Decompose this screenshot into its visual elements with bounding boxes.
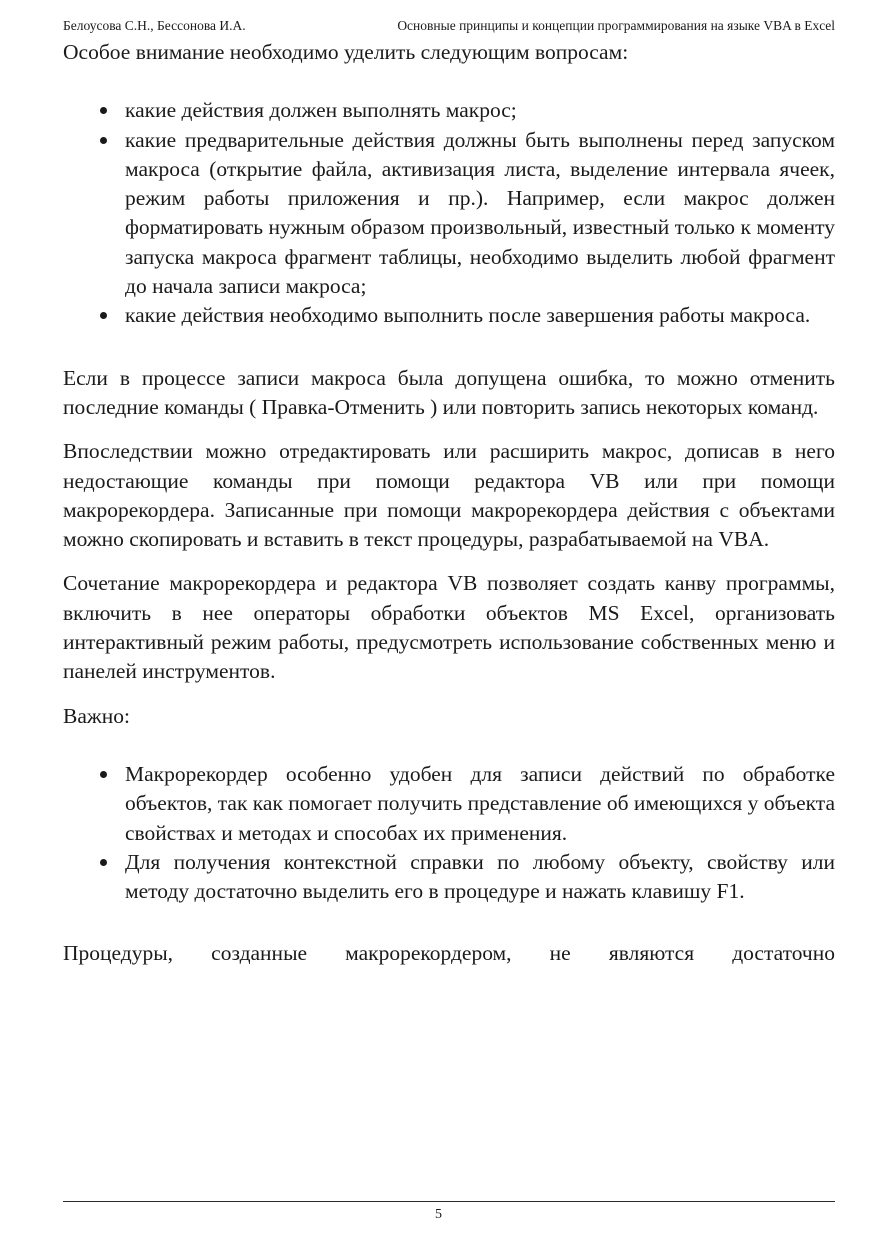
- running-header: [63, 17, 835, 35]
- paragraph-last: Процедуры, созданные макрорекордером, не являются достаточно: [63, 941, 835, 966]
- paragraph-undo: Если в процессе записи макроса была допущена ошибка, то можно отменить последние команды ( Правка-Отменить ) или повторить запись некоторых команд.: [63, 365, 835, 419]
- page-number: 5: [435, 1207, 442, 1222]
- page-body: [63, 38, 835, 969]
- header-title: Основные принципы и концепции программирования на языке VBA в Excel: [397, 18, 835, 33]
- list-item: Для получения контекстной справки по любому объекту, свойству или методу достаточно выделить его в процедуре и нажать клавишу F1.: [125, 848, 835, 907]
- list-item: какие действия необходимо выполнить после завершения работы макроса.: [125, 301, 835, 330]
- header-authors: Белоусова С.Н., Бессонова И.А.: [63, 18, 246, 33]
- list-item: какие действия должен выполнять макрос;: [125, 96, 835, 125]
- intro-paragraph: Особое внимание необходимо уделить следующим вопросам:: [63, 40, 629, 64]
- paragraph-combo: Сочетание макрорекордера и редактора VB позволяет создать канву программы, включить в нее операторы обработки объектов MS Excel, организовать интерактивный режим работы, предусмотреть использование собственных меню и панелей инструментов.: [63, 571, 835, 684]
- important-list: [63, 760, 835, 906]
- paragraph-edit: Впоследствии можно отредактировать или расширить макрос, дописав в него недостающие команды при помощи редактора VB или при помощи макрорекордера. Записанные при помощи макрорекордера действия с объектами можно скопировать и вставить в текст процедуры, разрабатываемой на VBA.: [63, 439, 835, 552]
- important-label: Важно:: [63, 703, 130, 728]
- list-item: какие предварительные действия должны быть выполнены перед запуском макроса (открытие файла, активизация листа, выделение интервала ячеек, режим работы приложения и пр.). Например, если макрос должен форматировать нужным образом произвольный, известный только к моменту запуска макроса фрагмент таблицы, необходимо выделить любой фрагмент до начала записи макроса;: [125, 126, 835, 302]
- list-item: Макрорекордер особенно удобен для записи действий по обработке объектов, так как помогает получить представление об имеющихся у объекта свойствах и методах и способах их применения.: [125, 760, 835, 848]
- questions-list: [63, 96, 835, 330]
- footer-divider: [63, 1201, 835, 1202]
